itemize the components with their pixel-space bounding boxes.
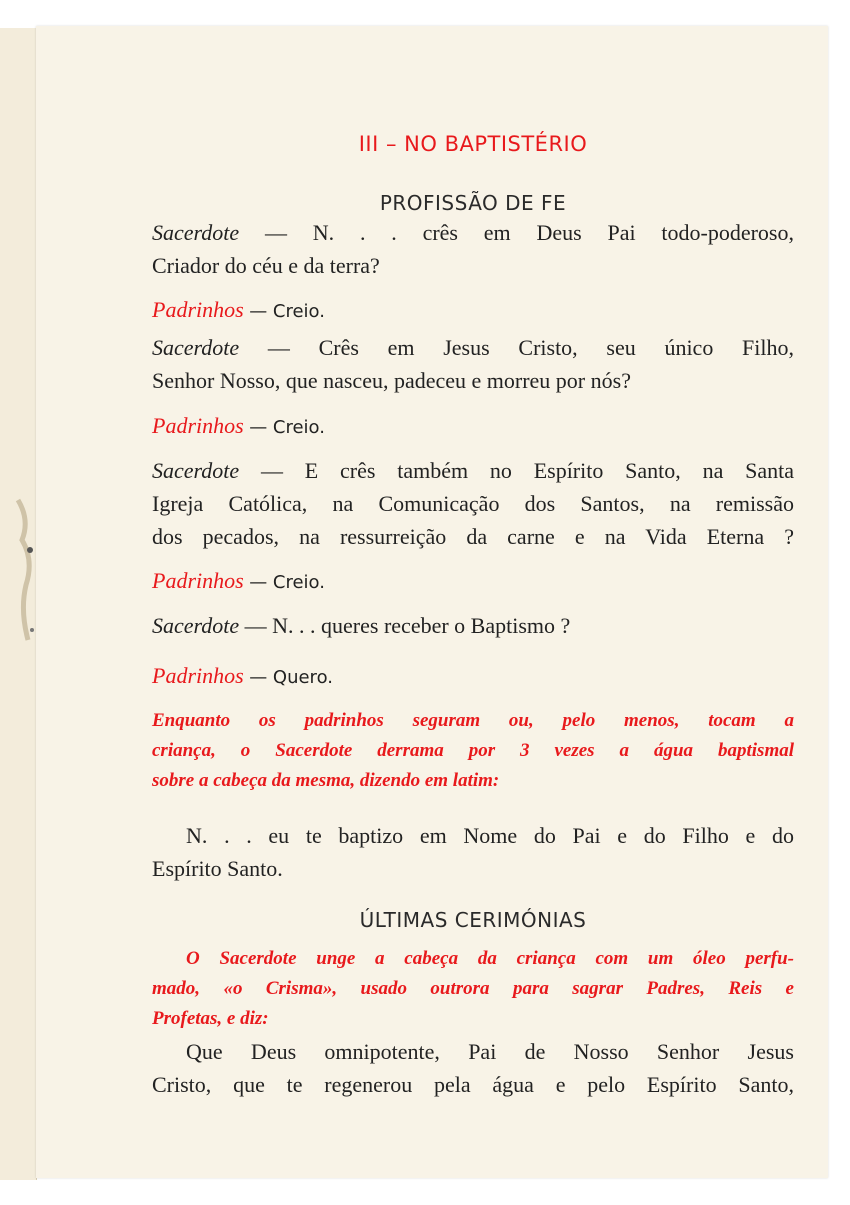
rubric-line: criança, o Sacerdote derrama por 3 vezes a água baptismal [152, 740, 794, 761]
priest-line [152, 609, 794, 642]
response-text: — Creio. [249, 417, 325, 438]
priest-line [152, 454, 794, 487]
rubric-line: sobre a cabeça da mesma, dizendo em latim: [152, 770, 500, 791]
prayer-text: Que Deus omnipotente, Pai de Nosso Senhor Jesus [186, 1039, 794, 1064]
dialogue-text: Igreja Católica, na Comunicação dos Santos, na remissão [152, 491, 794, 516]
booklet-page [36, 26, 828, 1178]
profession-heading: PROFISSÃO DE FE [379, 191, 567, 215]
dialogue-text: — E crês também no Espírito Santo, na Santa [260, 458, 795, 483]
speaker-label: Padrinhos [152, 297, 244, 322]
speaker-label: Sacerdote [152, 335, 240, 360]
godparents-line [152, 409, 794, 444]
dialogue-text: — Crês em Jesus Cristo, seu único Filho, [267, 335, 794, 360]
speaker-label: Padrinhos [152, 568, 244, 593]
baptism-formula: N. . . eu te baptizo em Nome do Pai e do Filho e do [186, 823, 794, 848]
final-ceremonies-heading: ÚLTIMAS CERIMÓNIAS [359, 908, 587, 932]
dialogue-text: Criador do céu e da terra? [152, 253, 380, 278]
speaker-label: Sacerdote [152, 220, 240, 245]
prayer-text: Cristo, que te regenerou pela água e pelo Espírito Santo, [152, 1072, 794, 1097]
priest-line [152, 216, 794, 249]
section-heading: III – NO BAPTISTÉRIO [358, 132, 588, 156]
rubric-line: Enquanto os padrinhos seguram ou, pelo menos, tocam a [152, 710, 794, 731]
baptism-formula: Espírito Santo. [152, 856, 283, 881]
dialogue-text: — N. . . queres receber o Baptismo ? [244, 613, 571, 638]
rubric-line: Profetas, e diz: [152, 1008, 269, 1029]
godparents-line [152, 293, 794, 328]
paper-tear [0, 490, 36, 650]
dialogue-text: Senhor Nosso, que nasceu, padeceu e morreu por nós? [152, 368, 631, 393]
dialogue-text: — N. . . crês em Deus Pai todo-poderoso, [264, 220, 794, 245]
speaker-label: Padrinhos [152, 413, 244, 438]
speaker-label: Padrinhos [152, 663, 244, 688]
speaker-label: Sacerdote [152, 613, 240, 638]
response-text: — Quero. [249, 667, 333, 688]
godparents-line [152, 564, 794, 599]
response-text: — Creio. [249, 301, 325, 322]
rubric-line: mado, «o Crisma», usado outrora para sagrar Padres, Reis e [152, 978, 794, 999]
rubric-line: O Sacerdote unge a cabeça da criança com um óleo perfu- [186, 948, 794, 969]
dialogue-text: dos pecados, na ressurreição da carne e na Vida Eterna ? [152, 524, 794, 549]
speaker-label: Sacerdote [152, 458, 240, 483]
priest-line [152, 331, 794, 364]
godparents-line [152, 659, 794, 694]
response-text: — Creio. [249, 572, 325, 593]
